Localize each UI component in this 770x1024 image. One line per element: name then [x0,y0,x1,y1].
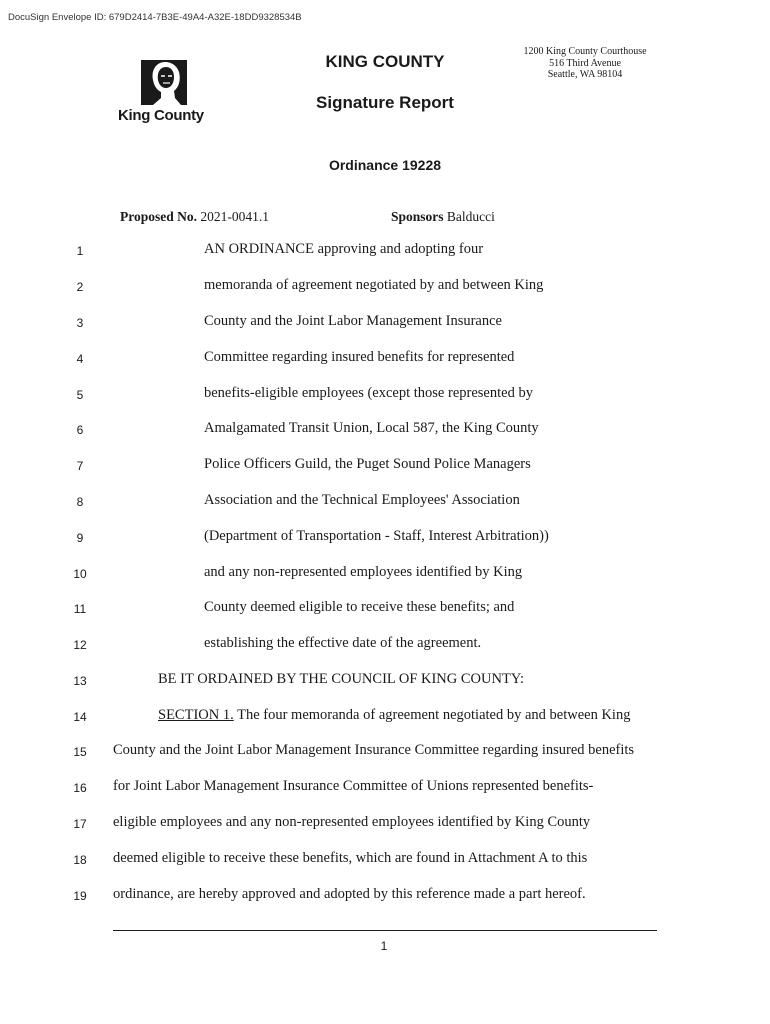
report-title: Signature Report [316,93,454,112]
address-line: 516 Third Avenue [549,57,621,69]
line-text: County and the Joint Labor Management Insurance Committee regarding insured benefits [113,742,635,758]
ordinance-title: Ordinance 19228 [328,157,442,173]
line-number: 2 [76,280,84,294]
line-number: 13 [73,674,87,688]
line-number: 7 [76,459,84,473]
address-line: Seattle, WA 98104 [547,69,623,80]
proposed-value: 2021-0041.1 [200,209,270,224]
line-number: 14 [73,710,87,724]
line-text: memoranda of agreement negotiated by and between King [204,277,544,293]
line-text: County deemed eligible to receive these benefits; and [204,599,515,615]
sponsors-value: Balducci [446,209,495,224]
line-text: establishing the effective date of the agreement. [204,635,482,651]
king-county-logo [118,58,214,128]
line-text: Committee regarding insured benefits for represented [204,349,515,365]
line-number: 3 [76,316,84,330]
address-line: 1200 King County Courthouse [523,46,647,57]
line-number: 4 [76,352,84,366]
mlk-portrait-icon [141,58,187,106]
line-number: 9 [76,531,84,545]
proposed-label: Proposed No. [120,209,198,224]
line-text: BE IT ORDAINED BY THE COUNCIL OF KING COUNTY: [158,671,524,687]
footer-divider [113,930,657,931]
line-text: benefits-eligible employees (except those represented by [204,385,533,401]
line-number: 8 [76,495,84,509]
sponsors [391,209,495,225]
line-text [158,707,630,724]
line-number: 1 [76,244,84,258]
sponsors-label: Sponsors [391,209,444,224]
line-text: County and the Joint Labor Management Insurance [204,313,502,329]
line-number: 15 [73,745,87,759]
line-text: deemed eligible to receive these benefits, which are found in Attachment A to this [113,850,588,866]
line-number: 18 [73,853,87,867]
line-number: 5 [76,388,84,402]
line-text: (Department of Transportation - Staff, Interest Arbitration)) [204,528,549,544]
line-text: Amalgamated Transit Union, Local 587, the King County [204,420,539,436]
line-text: and any non-represented employees identified by King [204,564,523,580]
line-text: eligible employees and any non-represented employees identified by King County [113,814,591,830]
proposed-number [120,209,269,225]
line-text: Police Officers Guild, the Puget Sound Police Managers [204,456,531,472]
line-text: ordinance, are hereby approved and adopted by this reference made a part hereof. [113,886,586,902]
line-number: 16 [73,781,87,795]
logo-wordmark: King County [118,107,204,124]
line-text: Association and the Technical Employees' Association [204,492,520,508]
line-number: 12 [73,638,87,652]
line-number: 19 [73,889,87,903]
line-number: 17 [73,817,87,831]
county-heading: KING COUNTY [325,52,445,71]
address-block [505,46,665,81]
page-number: 1 [380,939,388,953]
section-heading: SECTION 1. [158,707,234,723]
line-number: 11 [73,602,87,616]
line-number: 6 [76,423,84,437]
line-text: AN ORDINANCE approving and adopting four [204,241,484,257]
line-text: for Joint Labor Management Insurance Committee of Unions represented benefits- [113,778,594,794]
docusign-envelope-id: DocuSign Envelope ID: 679D2414-7B3E-49A4-A32E-18DD9328534B [8,12,302,23]
line-number: 10 [73,567,87,581]
section-text: The four memoranda of agreement negotiated by and between King [233,707,631,723]
